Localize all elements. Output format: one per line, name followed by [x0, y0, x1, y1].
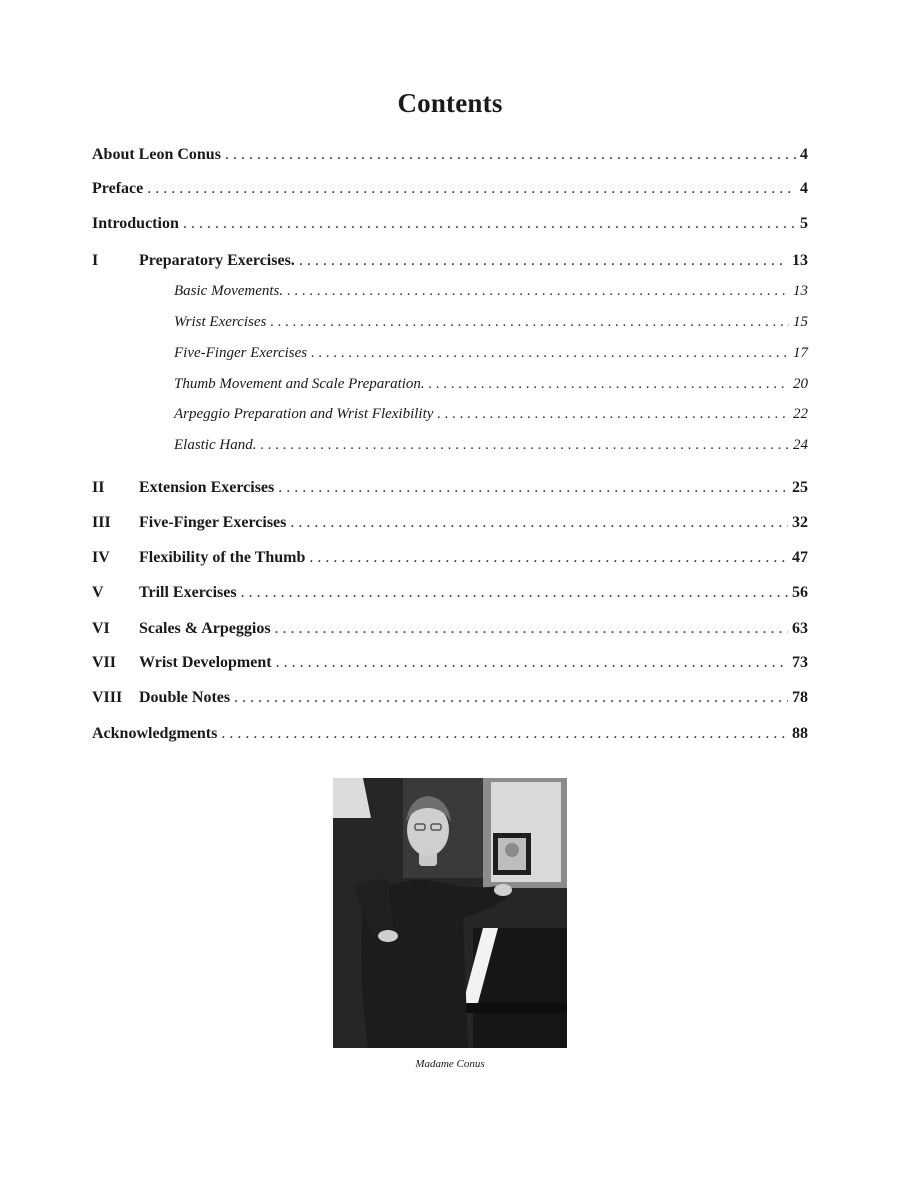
- toc-leader-dots: [261, 437, 790, 454]
- toc-entry: [92, 479, 808, 497]
- toc-subentry: [174, 406, 808, 423]
- toc-leader-dots: [429, 376, 789, 393]
- toc-subentry-label: Basic Movements.: [174, 283, 284, 299]
- toc-subentry-page: 20: [793, 376, 808, 392]
- toc-subentry-page: 24: [793, 437, 808, 453]
- toc-leader-dots: [311, 345, 789, 362]
- toc-entry-page: 4: [800, 146, 808, 163]
- toc-leader-dots: [221, 725, 788, 743]
- toc-subentry: [174, 376, 808, 393]
- toc-subentry: [174, 345, 808, 362]
- toc-entry: [92, 725, 808, 743]
- toc-entry-number: VII: [92, 654, 117, 671]
- toc-entry-label: Wrist Development: [139, 654, 272, 671]
- toc-subentry-label: Wrist Exercises: [174, 314, 267, 330]
- toc-entry-number: II: [92, 479, 105, 496]
- toc-entry-page: 88: [792, 725, 808, 742]
- toc-entry: [92, 180, 808, 198]
- toc-entry-page: 73: [792, 654, 808, 671]
- toc-entry: [92, 514, 808, 532]
- toc-entry: [92, 654, 808, 672]
- toc-entry-number: VI: [92, 620, 110, 637]
- portrait-photo-illustration: [333, 778, 567, 1048]
- toc-entry-number: IV: [92, 549, 110, 566]
- toc-subentry: [174, 283, 808, 300]
- toc-leader-dots: [234, 689, 788, 707]
- toc-entry: [92, 584, 808, 602]
- toc-entry-label: Introduction: [92, 215, 179, 232]
- toc-entry-label: Preface: [92, 180, 144, 197]
- toc-leader-dots: [299, 252, 788, 270]
- toc-leader-dots: [183, 215, 796, 233]
- toc-entry-label: Extension Exercises: [139, 479, 275, 496]
- toc-entry-page: 25: [792, 479, 808, 496]
- toc-entry-number: III: [92, 514, 111, 531]
- page-title: Contents: [397, 88, 503, 118]
- toc-entry-page: 5: [800, 215, 808, 232]
- toc-subentry-label: Arpeggio Preparation and Wrist Flexibility: [174, 406, 434, 422]
- toc-entry-label: Double Notes: [139, 689, 231, 706]
- toc-subentry-page: 15: [793, 314, 808, 330]
- toc-subentry-page: 22: [793, 406, 808, 422]
- toc-subentry-page: 13: [793, 283, 808, 299]
- toc-leader-dots: [270, 314, 789, 331]
- toc-entry-page: 32: [792, 514, 808, 531]
- toc-leader-dots: [225, 146, 796, 164]
- toc-subentry-label: Elastic Hand.: [174, 437, 257, 453]
- toc-leader-dots: [241, 584, 788, 602]
- toc-leader-dots: [309, 549, 788, 567]
- toc-entry: [92, 549, 808, 567]
- toc-entry-number: V: [92, 584, 104, 601]
- toc-subentry: [174, 314, 808, 331]
- toc-leader-dots: [437, 406, 789, 423]
- toc-entry-page: 78: [792, 689, 808, 706]
- toc-entry: [92, 252, 808, 270]
- toc-subentry: [174, 437, 808, 454]
- toc-entry-page: 13: [792, 252, 808, 269]
- toc-leader-dots: [275, 620, 788, 638]
- toc-leader-dots: [290, 514, 788, 532]
- toc-entry: [92, 146, 808, 164]
- toc-entry-label: Five-Finger Exercises: [139, 514, 287, 531]
- toc-subentry-page: 17: [793, 345, 808, 361]
- toc-leader-dots: [278, 479, 788, 497]
- toc-entry-label: Acknowledgments: [92, 725, 218, 742]
- photo-caption: Madame Conus: [415, 1058, 485, 1070]
- toc-entry-page: 63: [792, 620, 808, 637]
- toc-entry-label: About Leon Conus: [92, 146, 221, 163]
- toc-entry: [92, 689, 808, 707]
- toc-subentry-label: Five-Finger Exercises: [174, 345, 308, 361]
- toc-leader-dots: [287, 283, 789, 300]
- toc-entry-label: Flexibility of the Thumb: [139, 549, 306, 566]
- toc-leader-dots: [276, 654, 788, 672]
- toc-entry-page: 47: [792, 549, 808, 566]
- toc-subentry-label: Thumb Movement and Scale Preparation.: [174, 376, 425, 392]
- portrait-photo: [333, 778, 567, 1048]
- toc-entry-label: Scales & Arpeggios: [139, 620, 271, 637]
- toc-entry-label: Trill Exercises: [139, 584, 237, 601]
- toc-entry-page: 4: [800, 180, 808, 197]
- toc-entry-label: Preparatory Exercises.: [139, 252, 295, 269]
- toc-entry: [92, 215, 808, 233]
- toc-entry-page: 56: [792, 584, 808, 601]
- toc-entry: [92, 620, 808, 638]
- toc-entry-number: VIII: [92, 689, 123, 706]
- toc-leader-dots: [147, 180, 796, 198]
- toc-entry-number: I: [92, 252, 99, 269]
